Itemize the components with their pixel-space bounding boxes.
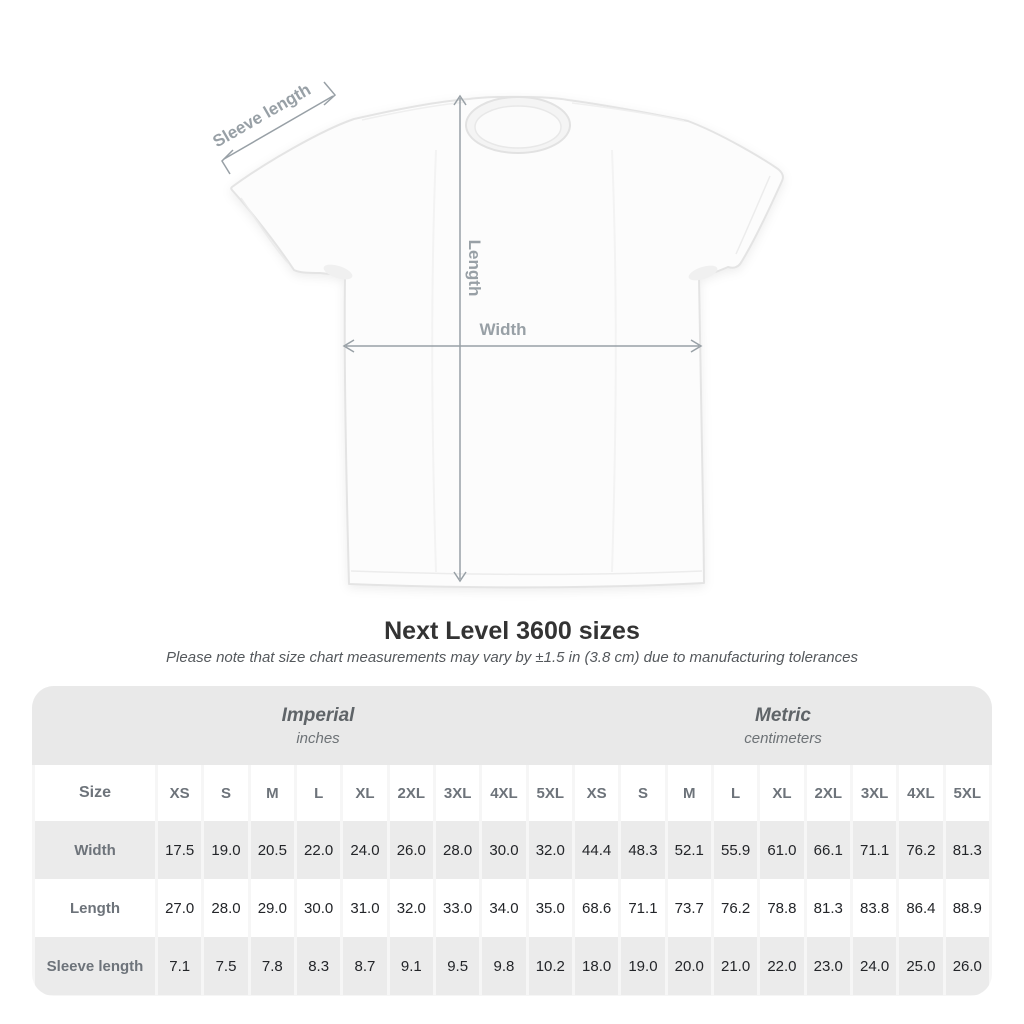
cell: 68.6: [575, 879, 618, 937]
cell: 52.1: [668, 821, 711, 879]
col-header-metric: S: [621, 765, 664, 821]
cell: 9.5: [436, 937, 479, 995]
col-header-metric: XS: [575, 765, 618, 821]
cell: 88.9: [946, 879, 989, 937]
cell: 30.0: [297, 879, 340, 937]
cell: 35.0: [529, 879, 572, 937]
cell: 26.0: [946, 937, 989, 995]
cell: 19.0: [204, 821, 247, 879]
cell: 21.0: [714, 937, 757, 995]
cell: 86.4: [899, 879, 942, 937]
cell: 30.0: [482, 821, 525, 879]
size-corner-header: Size: [35, 765, 155, 821]
cell: 76.2: [714, 879, 757, 937]
col-header-imperial: 2XL: [390, 765, 433, 821]
cell: 28.0: [436, 821, 479, 879]
cell: 73.7: [668, 879, 711, 937]
cell: 9.8: [482, 937, 525, 995]
page-title: Next Level 3600 sizes: [384, 617, 640, 645]
cell: 76.2: [899, 821, 942, 879]
cell: 7.1: [158, 937, 201, 995]
cell: 34.0: [482, 879, 525, 937]
col-header-metric: 3XL: [853, 765, 896, 821]
cell: 44.4: [575, 821, 618, 879]
col-header-metric: XL: [760, 765, 803, 821]
cell: 28.0: [204, 879, 247, 937]
length-label: Length: [465, 239, 484, 297]
cell: 27.0: [158, 879, 201, 937]
cell: 48.3: [621, 821, 664, 879]
cell: 8.7: [343, 937, 386, 995]
cell: 7.5: [204, 937, 247, 995]
row-label: Width: [35, 821, 155, 879]
table-row-sleeve-length: [35, 937, 989, 995]
imperial-group-header: [32, 705, 574, 747]
col-header-imperial: 5XL: [529, 765, 572, 821]
col-header-imperial: XS: [158, 765, 201, 821]
units-band: [32, 686, 992, 765]
tshirt-body: [231, 97, 783, 587]
col-header-imperial: XL: [343, 765, 386, 821]
width-label: Width: [479, 320, 527, 339]
cell: 32.0: [390, 879, 433, 937]
cell: 25.0: [899, 937, 942, 995]
cell: 83.8: [853, 879, 896, 937]
sleeve-length-label: Sleeve length: [209, 79, 314, 152]
col-header-metric: L: [714, 765, 757, 821]
tshirt-collar: [466, 97, 570, 153]
row-label: Length: [35, 879, 155, 937]
cell: 17.5: [158, 821, 201, 879]
size-chart-table: [32, 686, 992, 996]
col-header-imperial: S: [204, 765, 247, 821]
table-row-width: [35, 821, 989, 879]
cell: 19.0: [621, 937, 664, 995]
cell: 61.0: [760, 821, 803, 879]
cell: 29.0: [251, 879, 294, 937]
cell: 18.0: [575, 937, 618, 995]
cell: 71.1: [621, 879, 664, 937]
cell: 32.0: [529, 821, 572, 879]
cell: 24.0: [343, 821, 386, 879]
row-label: Sleeve length: [35, 937, 155, 995]
tolerance-note: Please note that size chart measurements may vary by ±1.5 in (3.8 cm) due to manufacturing tolerances: [166, 649, 858, 666]
cell: 81.3: [946, 821, 989, 879]
cell: 9.1: [390, 937, 433, 995]
cell: 10.2: [529, 937, 572, 995]
cell: 55.9: [714, 821, 757, 879]
metric-label: Metric: [755, 704, 811, 726]
col-header-imperial: 3XL: [436, 765, 479, 821]
measurements-table: [32, 765, 992, 995]
cell: 22.0: [760, 937, 803, 995]
cell: 26.0: [390, 821, 433, 879]
col-header-metric: M: [668, 765, 711, 821]
cell: 33.0: [436, 879, 479, 937]
cell: 71.1: [853, 821, 896, 879]
cell: 20.0: [668, 937, 711, 995]
col-header-metric: 2XL: [807, 765, 850, 821]
metric-group-header: [574, 705, 992, 747]
cell: 81.3: [807, 879, 850, 937]
col-header-imperial: L: [297, 765, 340, 821]
cell: 31.0: [343, 879, 386, 937]
cell: 22.0: [297, 821, 340, 879]
cell: 78.8: [760, 879, 803, 937]
size-header-row: [35, 765, 989, 821]
imperial-label: Imperial: [281, 704, 355, 726]
cell: 7.8: [251, 937, 294, 995]
cell: 66.1: [807, 821, 850, 879]
cell: 8.3: [297, 937, 340, 995]
imperial-unit: inches: [296, 729, 340, 747]
cell: 23.0: [807, 937, 850, 995]
col-header-imperial: M: [251, 765, 294, 821]
col-header-imperial: 4XL: [482, 765, 525, 821]
cell: 20.5: [251, 821, 294, 879]
table-row-length: [35, 879, 989, 937]
cell: 24.0: [853, 937, 896, 995]
col-header-metric: 4XL: [899, 765, 942, 821]
metric-unit: centimeters: [744, 729, 822, 747]
col-header-metric: 5XL: [946, 765, 989, 821]
